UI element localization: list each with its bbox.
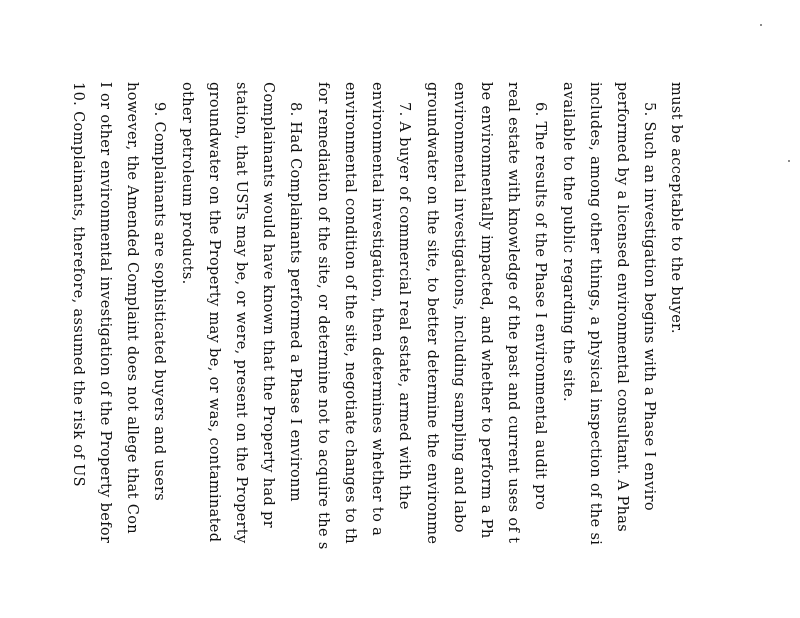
text-line: other petroleum products.: [179, 82, 195, 285]
text-line: groundwater on the Property may be, or was, contaminated: [206, 82, 222, 543]
scan-speck: [760, 24, 762, 26]
text-line: environmental investigations, including sampling and labo: [451, 82, 467, 533]
scan-speck: [788, 160, 790, 162]
text-line: environmental condition of the site, negotiate changes to th: [342, 82, 358, 544]
text-line: for remediation of the site, or determine not to acquire the s: [315, 82, 331, 550]
text-line: 10. Complainants, therefore, assumed the risk of US: [70, 82, 86, 487]
text-line: station, that USTs may be, or were, present on the Property: [233, 82, 249, 544]
text-line: performed by a licensed environmental consultant. A Phas: [614, 82, 630, 533]
text-line: must be acceptable to the buyer.: [668, 82, 684, 334]
text-line: 6. The results of the Phase I environmental audit pro: [532, 102, 548, 511]
text-line: includes, among other things, a physical inspection of the si: [587, 82, 603, 546]
text-line: be environmentally impacted, and whether to perform a Ph: [478, 82, 494, 539]
text-line: Complainants would have known that the Property had pr: [260, 82, 276, 528]
text-line: available to the public regarding the site.: [560, 82, 576, 402]
text-line: however, the Amended Complaint does not allege that Con: [124, 82, 140, 534]
text-line: 7. A buyer of commercial real estate, armed with the: [396, 102, 412, 510]
text-line: 5. Such an investigation begins with a Phase I enviro: [641, 102, 657, 512]
text-line: I or other environmental investigation of the Property befor: [97, 82, 113, 544]
text-line: 8. Had Complainants performed a Phase I environm: [287, 102, 303, 502]
text-line: 9. Complainants are sophisticated buyers and users: [151, 102, 167, 502]
rotated-text-block: [70, 82, 684, 618]
text-line: environmental investigation, then determines whether to a: [369, 82, 385, 537]
text-line: real estate with knowledge of the past and current uses of t: [505, 82, 521, 544]
text-line: groundwater on the site, to better determine the environme: [424, 82, 440, 545]
